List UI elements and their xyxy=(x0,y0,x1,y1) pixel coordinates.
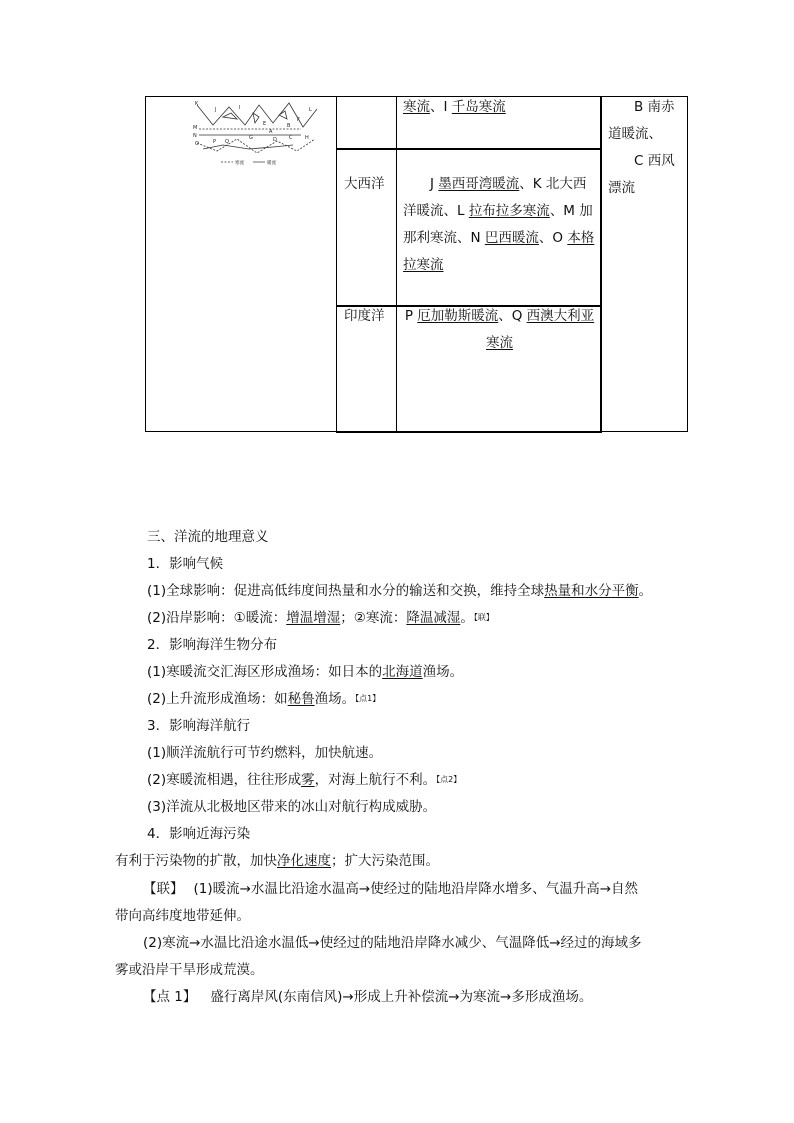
legend-warm-label: 暖流 xyxy=(267,161,276,166)
ocean-current-table xyxy=(145,96,688,432)
svg-text:B: B xyxy=(287,123,291,129)
lian-note-1-cont: 带向高纬度地带延伸。 xyxy=(115,908,250,924)
ocean-current-map-diagram xyxy=(193,99,321,169)
svg-text:L: L xyxy=(309,107,312,113)
section-title: 三、洋流的地理意义 xyxy=(147,529,269,545)
navigation-item-3: (3)洋流从北极地区带来的冰山对航行构成威胁。 xyxy=(147,799,437,815)
svg-text:C: C xyxy=(289,135,293,141)
svg-text:J: J xyxy=(215,107,217,113)
atlantic-label: 大西洋 xyxy=(344,176,385,192)
svg-text:E: E xyxy=(263,121,267,127)
pollution-text: 有利于污染物的扩散，加快净化速度；扩大污染范围。 xyxy=(115,853,439,869)
svg-text:D: D xyxy=(273,137,277,143)
lian-note-2: (2)寒流→水温比沿途水温低→使经过的陆地沿岸降水减少、气温降低→经过的海域多 xyxy=(143,935,642,951)
pacific-text: 寒流、I 千岛寒流 xyxy=(403,99,506,115)
svg-text:G: G xyxy=(249,135,253,141)
svg-text:M: M xyxy=(193,125,198,131)
right-column-text: B 南赤 道暖流、 C 西风 漂流 xyxy=(608,99,675,196)
legend-cold-label: 寒流 xyxy=(235,161,244,166)
navigation-item-1: (1)顺洋流航行可节约燃料，加快航速。 xyxy=(147,745,383,761)
svg-text:I: I xyxy=(239,105,241,111)
note-tag: 【点2】 xyxy=(436,775,462,784)
climate-item-1: (1)全球影响：促进高低纬度间热量和水分的输送和交换，维持全球热量和水分平衡。 xyxy=(147,583,653,599)
svg-text:K: K xyxy=(195,101,199,107)
svg-text:N: N xyxy=(193,133,197,139)
indian-text: P 厄加勒斯暖流、Q 西澳大利亚寒流 xyxy=(404,308,595,351)
atlantic-text: J 墨西哥湾暖流、K 北大西洋暖流、L 拉布拉多寒流、M 加那利寒流、N 巴西暖流、O 本格拉寒流 xyxy=(403,176,595,273)
svg-text:P: P xyxy=(213,139,217,145)
dian-note-1: 【点 1】 盛行离岸风(东南信风)→形成上升补偿流→为寒流→多形成渔场。 xyxy=(143,989,593,1005)
lian-note-1: 【联】 (1)暖流→水温比沿途水温高→使经过的陆地沿岸降水增多、气温升高→自然 xyxy=(143,881,639,897)
marine-item-2: (2)上升流形成渔场：如秘鲁渔场。$^{【点1】}$ xyxy=(147,691,381,707)
marine-item-1: (1)寒暖流交汇海区形成渔场：如日本的北海道渔场。 xyxy=(147,664,464,680)
inner-divider xyxy=(396,97,397,431)
heading-pollution: 4．影响近海污染 xyxy=(147,826,251,842)
indian-label: 印度洋 xyxy=(344,308,385,324)
svg-text:F: F xyxy=(297,117,300,123)
climate-item-2: (2)沿岸影响：①暖流：增温增湿；②寒流：降温减湿。$^{【联】}$ xyxy=(147,610,494,626)
svg-text:O: O xyxy=(195,141,199,147)
svg-text:H: H xyxy=(305,135,309,141)
heading-marine-life: 2．影响海洋生物分布 xyxy=(147,637,278,653)
note-tag: 【点1】 xyxy=(355,694,381,703)
lian-note-2-cont: 雾或沿岸干旱形成荒漠。 xyxy=(115,962,264,978)
svg-text:Q: Q xyxy=(225,139,229,145)
svg-text:A: A xyxy=(269,129,273,135)
heading-navigation: 3．影响海洋航行 xyxy=(147,718,251,734)
heading-climate: 1．影响气候 xyxy=(147,556,224,572)
navigation-item-2: (2)寒暖流相遇，往往形成雾，对海上航行不利。$^{【点2】}$ xyxy=(147,772,462,788)
note-tag: 【联】 xyxy=(473,613,494,622)
